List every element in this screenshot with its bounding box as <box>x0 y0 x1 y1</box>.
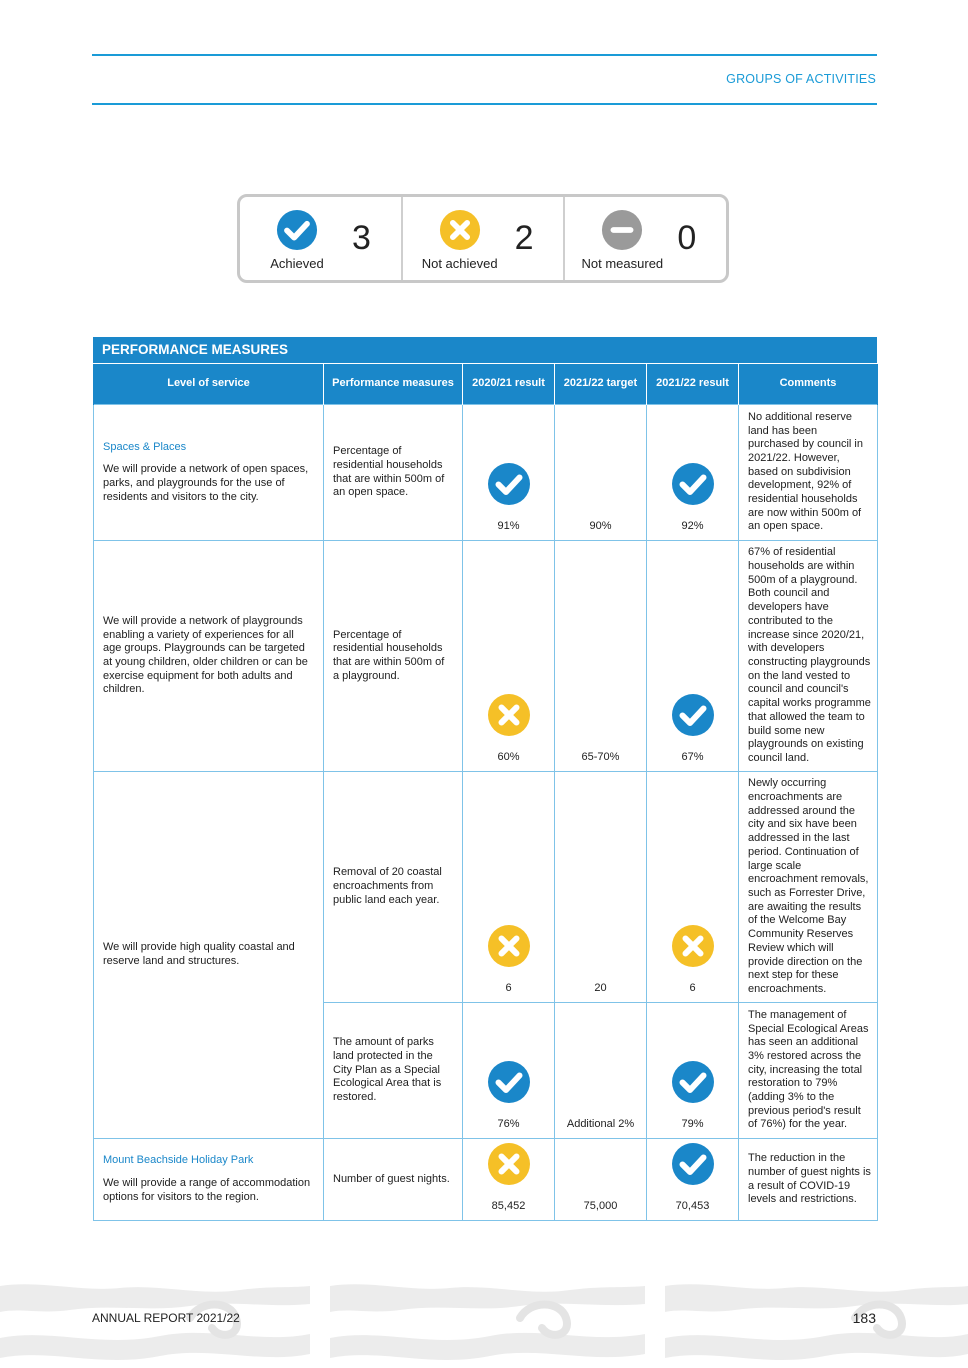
result-2020-21-cell <box>463 1139 555 1221</box>
header-performance-measures: Performance measures <box>324 364 463 405</box>
level-of-service-cell: We will provide high quality coastal and reserve land and structures. <box>94 772 324 1139</box>
result-2020-21-cell <box>463 541 555 772</box>
comment-cell: No additional reserve land has been purchased by council in 2021/22. However, based on subdivision development, 92% of residential households are now within 500m of an open space. <box>739 405 878 541</box>
result-2021-22-cell <box>647 405 739 541</box>
result-value: 92% <box>681 520 704 533</box>
cross-circle-icon <box>671 924 715 968</box>
comment-cell: Newly occurring encroachments are addressed around the city and six have been addressed in the last period. Continuation of large scale encroachment removals, such as Forrester Drive, are awaiting the results of the Welcome Bay Community Reserves Review which will provide direction on the next step for these encroachments. <box>739 772 878 1003</box>
performance-measure-cell: Percentage of residential households that are within 500m of a playground. <box>324 541 463 772</box>
achieved-label: Achieved <box>270 256 324 271</box>
result-value: 85,452 <box>491 1200 526 1213</box>
level-of-service-cell <box>94 1139 324 1221</box>
cross-circle-icon <box>487 924 531 968</box>
comment-cell: The management of Special Ecological Areas has seen an additional 3% restored across the city, increasing the total restoration to 79% (adding 3% to the previous period's result of 76%) for the year. <box>739 1003 878 1139</box>
result-2021-22-cell <box>647 772 739 1003</box>
result-value: 6 <box>689 982 696 995</box>
result-2021-22-cell <box>647 1139 739 1221</box>
target-value: 20 <box>594 982 607 995</box>
result-value: 91% <box>497 520 520 533</box>
summary-achieved <box>240 197 401 280</box>
target-value: Additional 2% <box>566 1118 635 1131</box>
target-2021-22-cell <box>555 1003 647 1139</box>
comment-cell: 67% of residential households are within 500m of a playground. Both council and developers have contributed to the increase since 2020/21, with developers constructing playgrounds on the land vested to council and council's capital works programme that allowed the team to build some new playgrounds on existing council land. <box>739 541 878 772</box>
target-2021-22-cell <box>555 772 647 1003</box>
performance-measure-cell: Number of guest nights. <box>324 1139 463 1221</box>
performance-measure-cell: Removal of 20 coastal encroachments from public land each year. <box>324 772 463 1003</box>
cross-circle-icon <box>487 693 531 737</box>
check-circle-icon <box>487 462 531 506</box>
level-of-service-text: We will provide a network of open spaces, parks, and playgrounds for the use of residents and visitors to the city. <box>103 463 309 503</box>
comment-cell: The reduction in the number of guest nights is a result of COVID-19 levels and restrictions. <box>739 1139 878 1221</box>
target-value: 90% <box>589 520 612 533</box>
check-circle-icon <box>276 209 318 251</box>
target-2021-22-cell <box>555 405 647 541</box>
table-row <box>94 541 878 772</box>
target-value: 75,000 <box>583 1200 618 1213</box>
not-achieved-label: Not achieved <box>421 256 498 271</box>
check-circle-icon <box>671 693 715 737</box>
target-2021-22-cell <box>555 1139 647 1221</box>
check-circle-icon <box>671 462 715 506</box>
header-rule-top <box>92 54 877 56</box>
cross-circle-icon <box>439 209 481 251</box>
achieved-count: 3 <box>352 219 371 257</box>
check-circle-icon <box>671 1142 715 1186</box>
result-value: 79% <box>681 1118 704 1131</box>
summary-not-achieved <box>401 197 564 280</box>
level-of-service-cell <box>94 405 324 541</box>
summary-not-measured <box>563 197 726 280</box>
header-2020-21-result: 2020/21 result <box>463 364 555 405</box>
performance-measure-cell: The amount of parks land protected in the City Plan as a Special Ecological Area that is restored. <box>324 1003 463 1139</box>
not-measured-label: Not measured <box>581 256 664 271</box>
performance-measure-cell: Percentage of residential households that are within 500m of an open space. <box>324 405 463 541</box>
holiday-park-link[interactable]: Mount Beachside Holiday Park <box>103 1154 254 1167</box>
header-rule-bottom <box>92 103 877 105</box>
result-2020-21-cell <box>463 1003 555 1139</box>
result-value: 67% <box>681 751 704 764</box>
result-value: 6 <box>505 982 512 995</box>
target-value: 65-70% <box>581 751 620 764</box>
result-value: 70,453 <box>675 1200 710 1213</box>
level-of-service-cell: We will provide a network of playgrounds enabling a variety of experiences for all age groups. Playgrounds can be targeted at young children, older children or can be exercise equipment for both adults and children. <box>94 541 324 772</box>
performance-measures-table <box>93 364 878 1221</box>
summary-box <box>237 194 729 283</box>
section-label: GROUPS OF ACTIVITIES <box>726 72 876 86</box>
minus-circle-icon <box>601 209 643 251</box>
page-number: 183 <box>852 1310 876 1326</box>
performance-measures-title: PERFORMANCE MEASURES <box>93 337 877 363</box>
result-2021-22-cell <box>647 541 739 772</box>
level-of-service-text: We will provide a range of accommodation options for visitors to the region. <box>103 1177 311 1203</box>
result-2020-21-cell <box>463 772 555 1003</box>
check-circle-icon <box>487 1060 531 1104</box>
footer-report-title: ANNUAL REPORT 2021/22 <box>92 1311 240 1325</box>
check-circle-icon <box>671 1060 715 1104</box>
target-2021-22-cell <box>555 541 647 772</box>
not-achieved-count: 2 <box>514 219 534 257</box>
not-measured-count: 0 <box>677 219 697 257</box>
result-2020-21-cell <box>463 405 555 541</box>
table-row <box>94 1139 878 1221</box>
header-2021-22-target: 2021/22 target <box>555 364 647 405</box>
header-2021-22-result: 2021/22 result <box>647 364 739 405</box>
table-header-row <box>94 364 878 405</box>
header-comments: Comments <box>739 364 878 405</box>
table-row <box>94 405 878 541</box>
header-level-of-service: Level of service <box>94 364 324 405</box>
cross-circle-icon <box>487 1142 531 1186</box>
result-value: 60% <box>497 751 520 764</box>
result-value: 76% <box>497 1118 520 1131</box>
table-row <box>94 772 878 1003</box>
result-2021-22-cell <box>647 1003 739 1139</box>
spaces-places-link[interactable]: Spaces & Places <box>103 440 187 453</box>
